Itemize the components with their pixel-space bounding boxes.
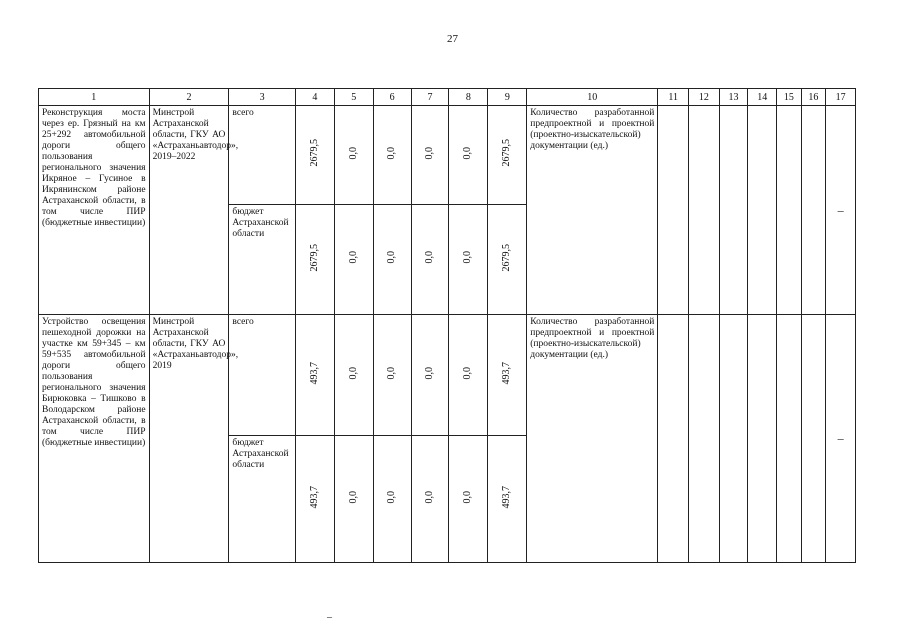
empty-cell (777, 315, 802, 563)
value-cell: 0,0 (449, 315, 488, 436)
empty-cell (801, 315, 826, 563)
executor-cell: Минстрой Астраханской области, ГКУ АО «Астраханьавтодор», 2019 (149, 315, 229, 563)
col17-cell: – (826, 315, 856, 563)
value-cell: 0,0 (373, 106, 411, 205)
header-cell: 10 (527, 89, 658, 106)
value-cell: 2679,5 (488, 205, 527, 315)
header-cell: 15 (777, 89, 802, 106)
header-cell: 6 (373, 89, 411, 106)
value-cell: 0,0 (449, 436, 488, 563)
value-cell: 0,0 (373, 315, 411, 436)
funding-source-cell: бюджет Астраханской области (229, 205, 296, 315)
empty-cell (689, 106, 720, 315)
empty-cell (777, 106, 802, 315)
value-cell: 493,7 (295, 436, 334, 563)
value-cell: 0,0 (449, 106, 488, 205)
measure-name-cell: Устройство освещения пешеходной дорожки на участке км 59+345 – км 59+535 автомобильной дороги общего пользования регионального значения Бирюковка – Тишково в Володарском районе Астраханской области, в том числе ПИР (бюджетные инвестиции) (39, 315, 150, 563)
value-cell: 2679,5 (295, 205, 334, 315)
value-cell: 2679,5 (295, 106, 334, 205)
header-cell: 8 (449, 89, 488, 106)
executor-cell: Минстрой Астраханской области, ГКУ АО «Астраханьавтодор», 2019–2022 (149, 106, 229, 315)
value-cell: 0,0 (449, 205, 488, 315)
header-cell: 13 (719, 89, 748, 106)
header-cell: 3 (229, 89, 296, 106)
value-cell: 0,0 (411, 436, 449, 563)
funding-source-cell: бюджет Астраханской области (229, 436, 296, 563)
value-cell: 0,0 (334, 106, 373, 205)
header-row (39, 89, 856, 106)
empty-cell (748, 106, 777, 315)
empty-cell (748, 315, 777, 563)
value-cell: 0,0 (373, 205, 411, 315)
table-row (39, 106, 856, 205)
value-cell: 0,0 (411, 106, 449, 205)
value-cell: 0,0 (373, 436, 411, 563)
page-number: 27 (447, 33, 458, 45)
header-cell: 5 (334, 89, 373, 106)
value-cell: 493,7 (488, 436, 527, 563)
program-table (38, 88, 856, 563)
empty-cell (658, 106, 689, 315)
value-cell: 0,0 (411, 315, 449, 436)
footer-mark: – (327, 612, 332, 623)
value-cell: 0,0 (334, 436, 373, 563)
indicator-cell: Количество разработанной предпроектной и проектной (проектно-изыскательской) документации (ед.) (527, 315, 658, 563)
header-cell: 14 (748, 89, 777, 106)
value-cell: 493,7 (295, 315, 334, 436)
empty-cell (719, 315, 748, 563)
funding-source-cell: всего (229, 106, 296, 205)
empty-cell (658, 315, 689, 563)
empty-cell (801, 106, 826, 315)
empty-cell (689, 315, 720, 563)
table-row (39, 315, 856, 436)
header-cell: 4 (295, 89, 334, 106)
header-cell: 11 (658, 89, 689, 106)
col17-cell: – (826, 106, 856, 315)
header-cell: 12 (689, 89, 720, 106)
empty-cell (719, 106, 748, 315)
header-cell: 2 (149, 89, 229, 106)
value-cell: 0,0 (411, 205, 449, 315)
value-cell: 0,0 (334, 205, 373, 315)
indicator-cell: Количество разработанной предпроектной и проектной (проектно-изыскательской) документации (ед.) (527, 106, 658, 315)
funding-source-cell: всего (229, 315, 296, 436)
header-cell: 1 (39, 89, 150, 106)
measure-name-cell: Реконструкция моста через ер. Грязный на км 25+292 автомобильной дороги общего пользования регионального значения Икряное – Гусиное в Икрянинском районе Астраханской области, в том числе ПИР (бюджетные инвестиции) (39, 106, 150, 315)
value-cell: 493,7 (488, 315, 527, 436)
header-cell: 7 (411, 89, 449, 106)
value-cell: 2679,5 (488, 106, 527, 205)
value-cell: 0,0 (334, 315, 373, 436)
header-cell: 9 (488, 89, 527, 106)
header-cell: 17 (826, 89, 856, 106)
header-cell: 16 (801, 89, 826, 106)
